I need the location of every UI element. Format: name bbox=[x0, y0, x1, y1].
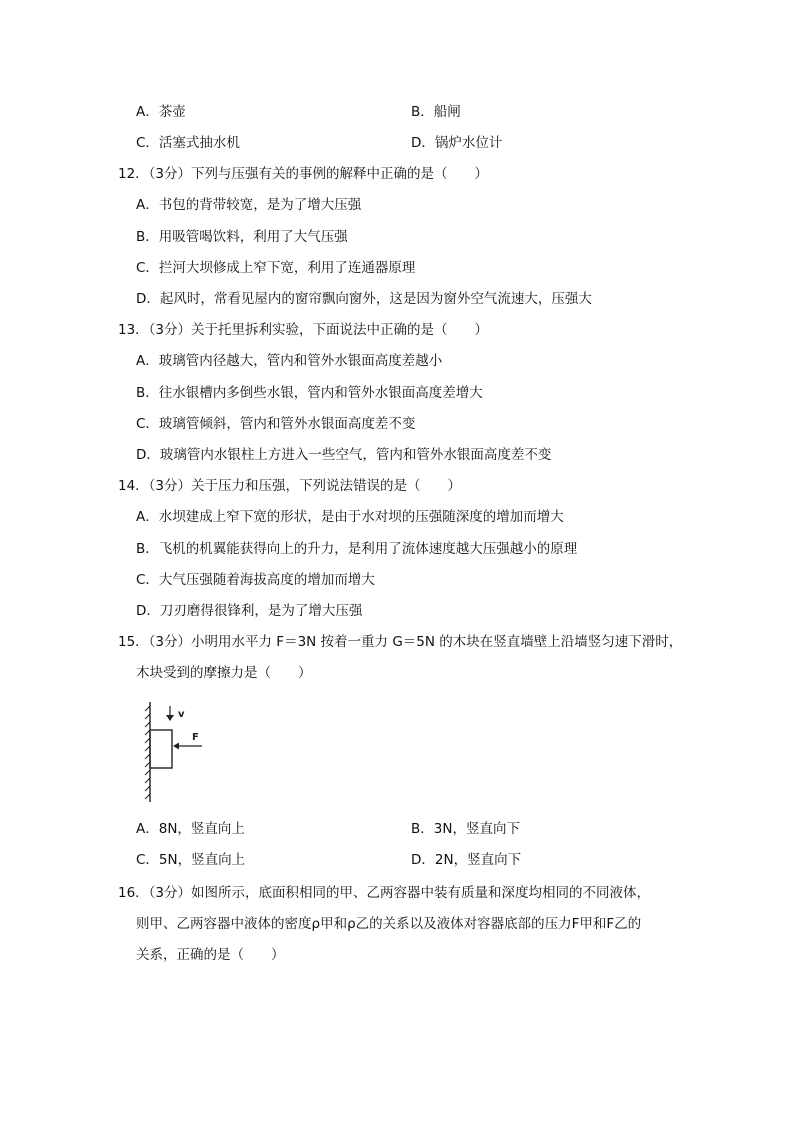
wall-block-figure bbox=[140, 698, 210, 804]
q14-option-a: A．水坝建成上窄下宽的形状，是由于水对坝的压强随深度的增加而增大 bbox=[136, 509, 564, 525]
q12-option-c: C．拦河大坝修成上窄下宽，利用了连通器原理 bbox=[136, 260, 416, 276]
q15-option-c: C．5N，竖直向上 bbox=[136, 852, 246, 868]
wooden-block bbox=[150, 730, 172, 768]
q14-option-c: C．大气压强随着海拔高度的增加而增大 bbox=[136, 572, 375, 588]
q14-option-d: D．刀刃磨得很锋利，是为了增大压强 bbox=[136, 603, 363, 619]
q11-option-d: D．锅炉水位计 bbox=[411, 135, 503, 151]
q11-option-c: C．活塞式抽水机 bbox=[136, 135, 240, 151]
velocity-arrow-icon bbox=[166, 715, 174, 721]
q15-stem-line-2: 木块受到的摩擦力是（ ） bbox=[136, 665, 312, 681]
q11-option-b: B．船闸 bbox=[411, 104, 461, 120]
force-arrow-icon bbox=[173, 743, 179, 750]
wall-block-diagram bbox=[140, 698, 210, 804]
q12-option-d: D．起风时，常看见屋内的窗帘飘向窗外，这是因为窗外空气流速大，压强大 bbox=[136, 291, 592, 307]
q13-option-b: B．往水银槽内多倒些水银，管内和管外水银面高度差增大 bbox=[136, 385, 483, 401]
q15-option-a: A．8N，竖直向上 bbox=[136, 821, 245, 837]
wall-hatching bbox=[145, 706, 150, 799]
q13-option-d: D．玻璃管内水银柱上方进入一些空气，管内和管外水银面高度差不变 bbox=[136, 447, 552, 463]
q14-stem: 14．（3分）关于压力和压强，下列说法错误的是（ ） bbox=[118, 478, 462, 494]
q15-stem-line-1: 15．（3分）小明用水平力 F＝3N 按着一重力 G＝5N 的木块在竖直墙壁上沿墙竖匀速下滑时， bbox=[118, 634, 683, 650]
q12-stem: 12．（3分）下列与压强有关的事例的解释中正确的是（ ） bbox=[118, 166, 489, 182]
q13-option-c: C．玻璃管倾斜，管内和管外水银面高度差不变 bbox=[136, 416, 416, 432]
q16-stem-line-2: 则甲、乙两容器中液体的密度ρ甲和ρ乙的关系以及液体对容器底部的压力F甲和F乙的 bbox=[136, 916, 642, 932]
force-label: F bbox=[192, 732, 199, 743]
q16-stem-line-1: 16．（3分）如图所示，底面积相同的甲、乙两容器中装有质量和深度均相同的不同液体， bbox=[118, 885, 651, 901]
q16-stem-line-3: 关系，正确的是（ ） bbox=[136, 947, 285, 963]
q12-option-a: A．书包的背带较宽，是为了增大压强 bbox=[136, 197, 362, 213]
velocity-label: v bbox=[178, 709, 185, 720]
q15-option-b: B．3N，竖直向下 bbox=[411, 821, 520, 837]
q13-option-a: A．玻璃管内径越大，管内和管外水银面高度差越小 bbox=[136, 353, 443, 369]
q14-option-b: B．飞机的机翼能获得向上的升力，是利用了流体速度越大压强越小的原理 bbox=[136, 541, 578, 557]
q12-option-b: B．用吸管喝饮料，利用了大气压强 bbox=[136, 229, 348, 245]
q11-option-a: A．茶壶 bbox=[136, 104, 186, 120]
q13-stem: 13．（3分）关于托里拆利实验，下面说法中正确的是（ ） bbox=[118, 322, 489, 338]
q15-option-d: D．2N，竖直向下 bbox=[411, 852, 522, 868]
